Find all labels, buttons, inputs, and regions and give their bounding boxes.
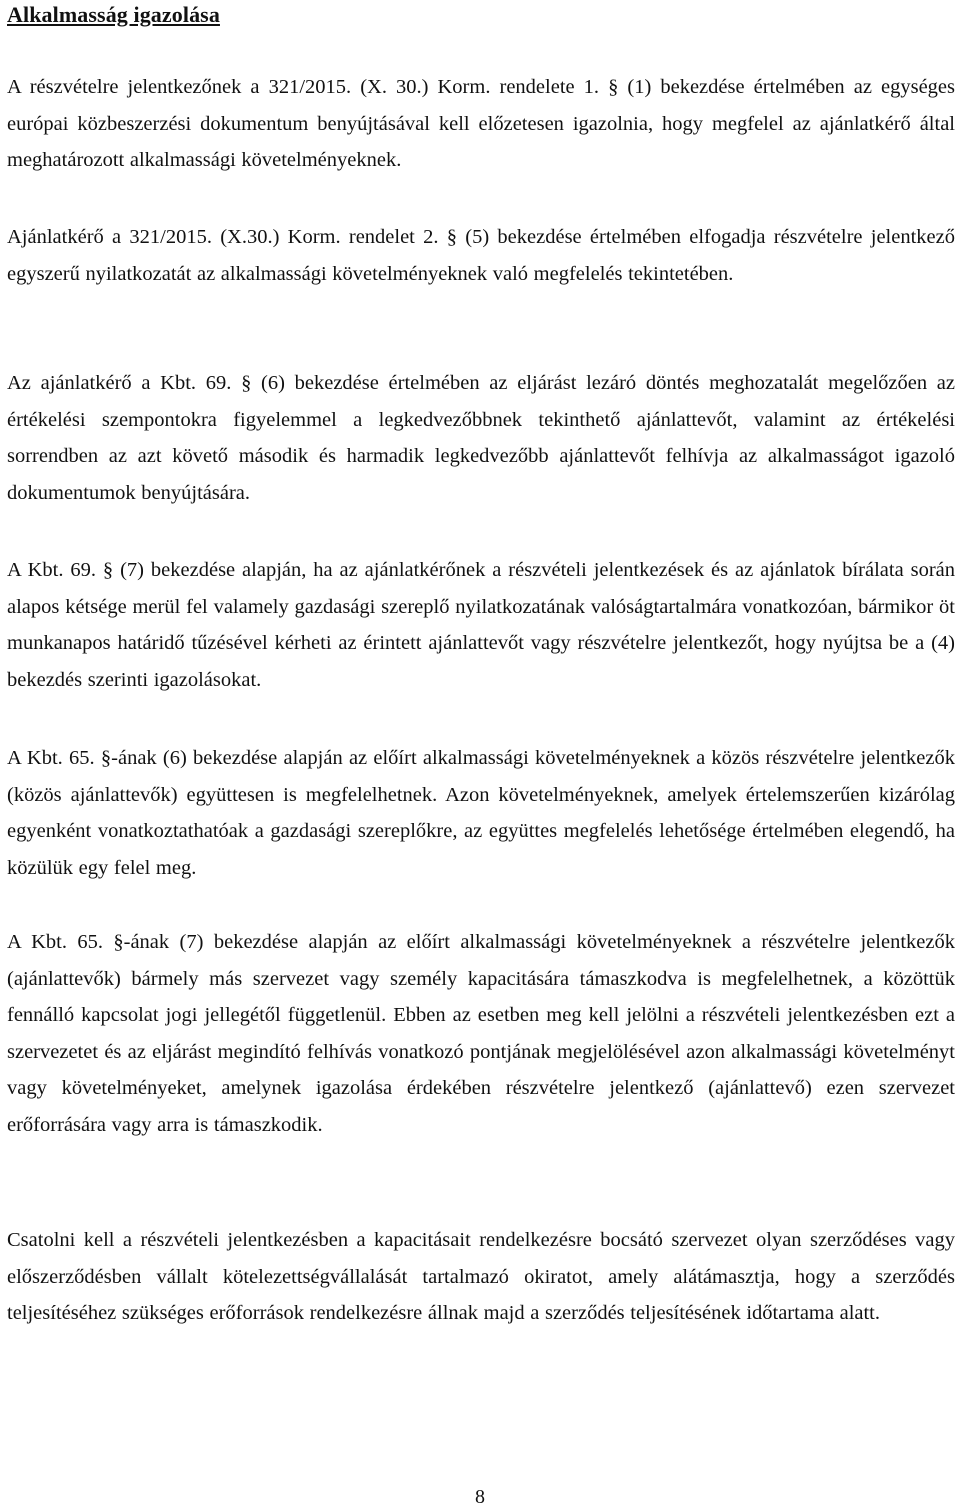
paragraph-simple-declaration: Ajánlatkérő a 321/2015. (X.30.) Korm. rendelet 2. § (5) bekezdése értelmében elfogadja részvételre jelentkező egyszerű nyilatkozatát az alkalmassági követelményeknek való megfelelés tekintetében.	[7, 226, 955, 285]
paragraph-kbt-65-6: A Kbt. 65. §-ának (6) bekezdése alapján az előírt alkalmassági követelményeknek a közös részvételre jelentkezők (közös ajánlattevők) együttesen is megfelelhetnek. Azon követelményeknek, amelyek értelemszerűen kizárólag egyenként vonatkoztathatóak a gazdasági szereplőkre, az együttes megfelelés lehetősége értelmében elegendő, ha közülük egy felel meg.	[7, 747, 955, 879]
paragraph-eekd-requirement: A részvételre jelentkezőnek a 321/2015. (X. 30.) Korm. rendelete 1. § (1) bekezdése értelmében az egységes európai közbeszerzési dokumentum benyújtásával kell előzetesen igazolnia, hogy megfelel az ajánlatkérő által meghatározott alkalmassági követelményeknek.	[7, 76, 955, 171]
paragraph-kbt-69-7: A Kbt. 69. § (7) bekezdése alapján, ha az ajánlatkérőnek a részvételi jelentkezések és az ajánlatok bírálata során alapos kétsége merül fel valamely gazdasági szereplő nyilatkozatának valóságtartalmára vonatkozóan, bármikor öt munkanapos határidő tűzésével kérheti az érintett ajánlattevőt vagy részvételre jelentkezőt, hogy nyújtsa be a (4) bekezdés szerinti igazolásokat.	[7, 559, 955, 691]
paragraph-kbt-69-6: Az ajánlatkérő a Kbt. 69. § (6) bekezdése értelmében az eljárást lezáró döntés meghozatalát megelőzően az értékelési szempontokra figyelemmel a legkedvezőbbnek tekinthető ajánlattevőt, valamint az értékelési sorrendben az azt követő második és harmadik legkedvezőbb ajánlattevőt felhívja az alkalmasságot igazoló dokumentumok benyújtására.	[7, 372, 955, 504]
paragraph-kbt-65-7: A Kbt. 65. §-ának (7) bekezdése alapján az előírt alkalmassági követelményeknek a részvételre jelentkezők (ajánlattevők) bármely más szervezet vagy személy kapacitására támaszkodva is megfelelhetnek, a közöttük fennálló kapcsolat jogi jellegétől függetlenül. Ebben az esetben meg kell jelölni a részvételi jelentkezésben ezt a szervezetet és az eljárást megindító felhívás vonatkozó pontjának megjelölésével azon alkalmassági követelményt vagy követelményeket, amelynek igazolása érdekében részvételre jelentkező (ajánlattevő) ezen szervezet erőforrására vagy arra is támaszkodik.	[7, 931, 955, 1136]
page-number: 8	[475, 1486, 485, 1508]
section-title: Alkalmasság igazolása	[7, 2, 220, 27]
paragraph-capacity-attachment: Csatolni kell a részvételi jelentkezésben a kapacitásait rendelkezésre bocsátó szervezet olyan szerződéses vagy előszerződésben vállalt kötelezettségvállalását tartalmazó okiratot, amely alátámasztja, hogy a szerződés teljesítéséhez szükséges erőforrások rendelkezésre állnak majd a szerződés teljesítésének időtartama alatt.	[7, 1229, 955, 1324]
